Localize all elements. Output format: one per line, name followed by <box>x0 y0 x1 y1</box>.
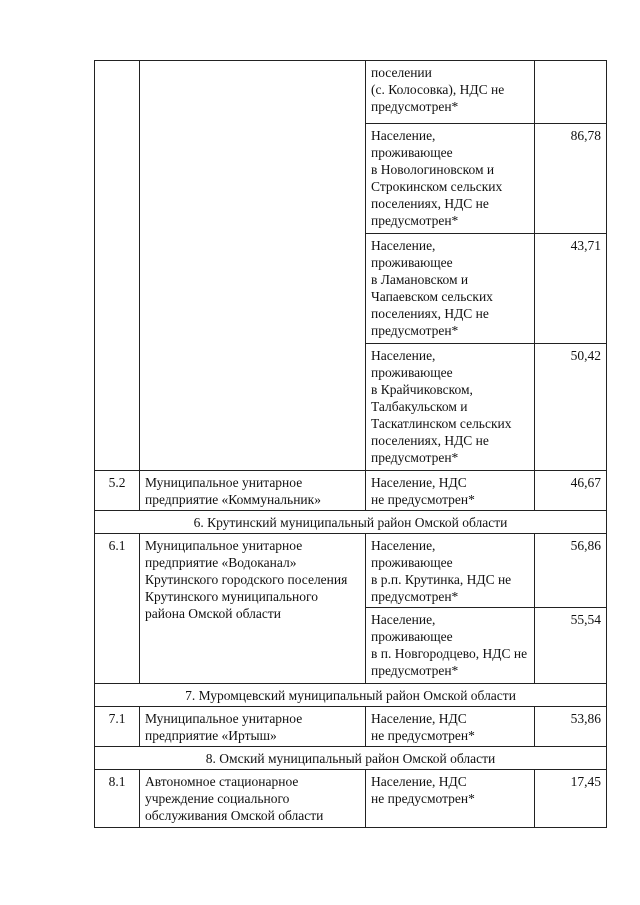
section-title: 8. Омский муниципальный район Омской области <box>95 747 607 770</box>
row-number-cell: 6.1 <box>95 534 140 684</box>
tariff-table <box>94 60 607 828</box>
tariff-value-cell: 55,54 <box>535 608 607 684</box>
row-number-cell: 5.2 <box>95 471 140 511</box>
row-number-cell <box>95 61 140 471</box>
tariff-value-cell: 43,71 <box>535 234 607 344</box>
tariff-value-cell: 56,86 <box>535 534 607 608</box>
tariff-value-cell: 53,86 <box>535 707 607 747</box>
consumer-cell: Население, проживающее в п. Новгородцево, НДС не предусмотрен* <box>366 608 535 684</box>
organization-cell: Автономное стационарное учреждение социального обслуживания Омской области <box>140 770 366 828</box>
tariff-value-cell: 50,42 <box>535 344 607 471</box>
table-row <box>95 534 607 608</box>
consumer-cell: поселении (с. Колосовка), НДС не предусмотрен* <box>366 61 535 124</box>
consumer-cell: Население, проживающее в Ламановском и Чапаевском сельских поселениях, НДС не предусмотрен* <box>366 234 535 344</box>
organization-cell: Муниципальное унитарное предприятие «Коммунальник» <box>140 471 366 511</box>
tariff-value-cell: 17,45 <box>535 770 607 828</box>
row-number-cell: 7.1 <box>95 707 140 747</box>
section-header-row <box>95 511 607 534</box>
consumer-cell: Население, НДС не предусмотрен* <box>366 707 535 747</box>
section-header-row <box>95 684 607 707</box>
consumer-cell: Население, проживающее в Новологиновском и Строкинском сельских поселениях, НДС не предусмотрен* <box>366 124 535 234</box>
consumer-cell: Население, НДС не предусмотрен* <box>366 770 535 828</box>
row-number-cell: 8.1 <box>95 770 140 828</box>
tariff-value-cell <box>535 61 607 124</box>
table-row <box>95 707 607 747</box>
tariff-value-cell: 46,67 <box>535 471 607 511</box>
consumer-cell: Население, НДС не предусмотрен* <box>366 471 535 511</box>
section-header-row <box>95 747 607 770</box>
consumer-cell: Население, проживающее в Крайчиковском, Талбакульском и Таскатлинском сельских поселениях, НДС не предусмотрен* <box>366 344 535 471</box>
organization-cell <box>140 61 366 471</box>
consumer-cell: Население, проживающее в р.п. Крутинка, НДС не предусмотрен* <box>366 534 535 608</box>
organization-cell: Муниципальное унитарное предприятие «Иртыш» <box>140 707 366 747</box>
tariff-value-cell: 86,78 <box>535 124 607 234</box>
table-row <box>95 770 607 828</box>
section-title: 6. Крутинский муниципальный район Омской области <box>95 511 607 534</box>
organization-cell: Муниципальное унитарное предприятие «Водоканал» Крутинского городского поселения Крутинского муниципального района Омской области <box>140 534 366 684</box>
table-row <box>95 61 607 124</box>
table-row <box>95 471 607 511</box>
section-title: 7. Муромцевский муниципальный район Омской области <box>95 684 607 707</box>
